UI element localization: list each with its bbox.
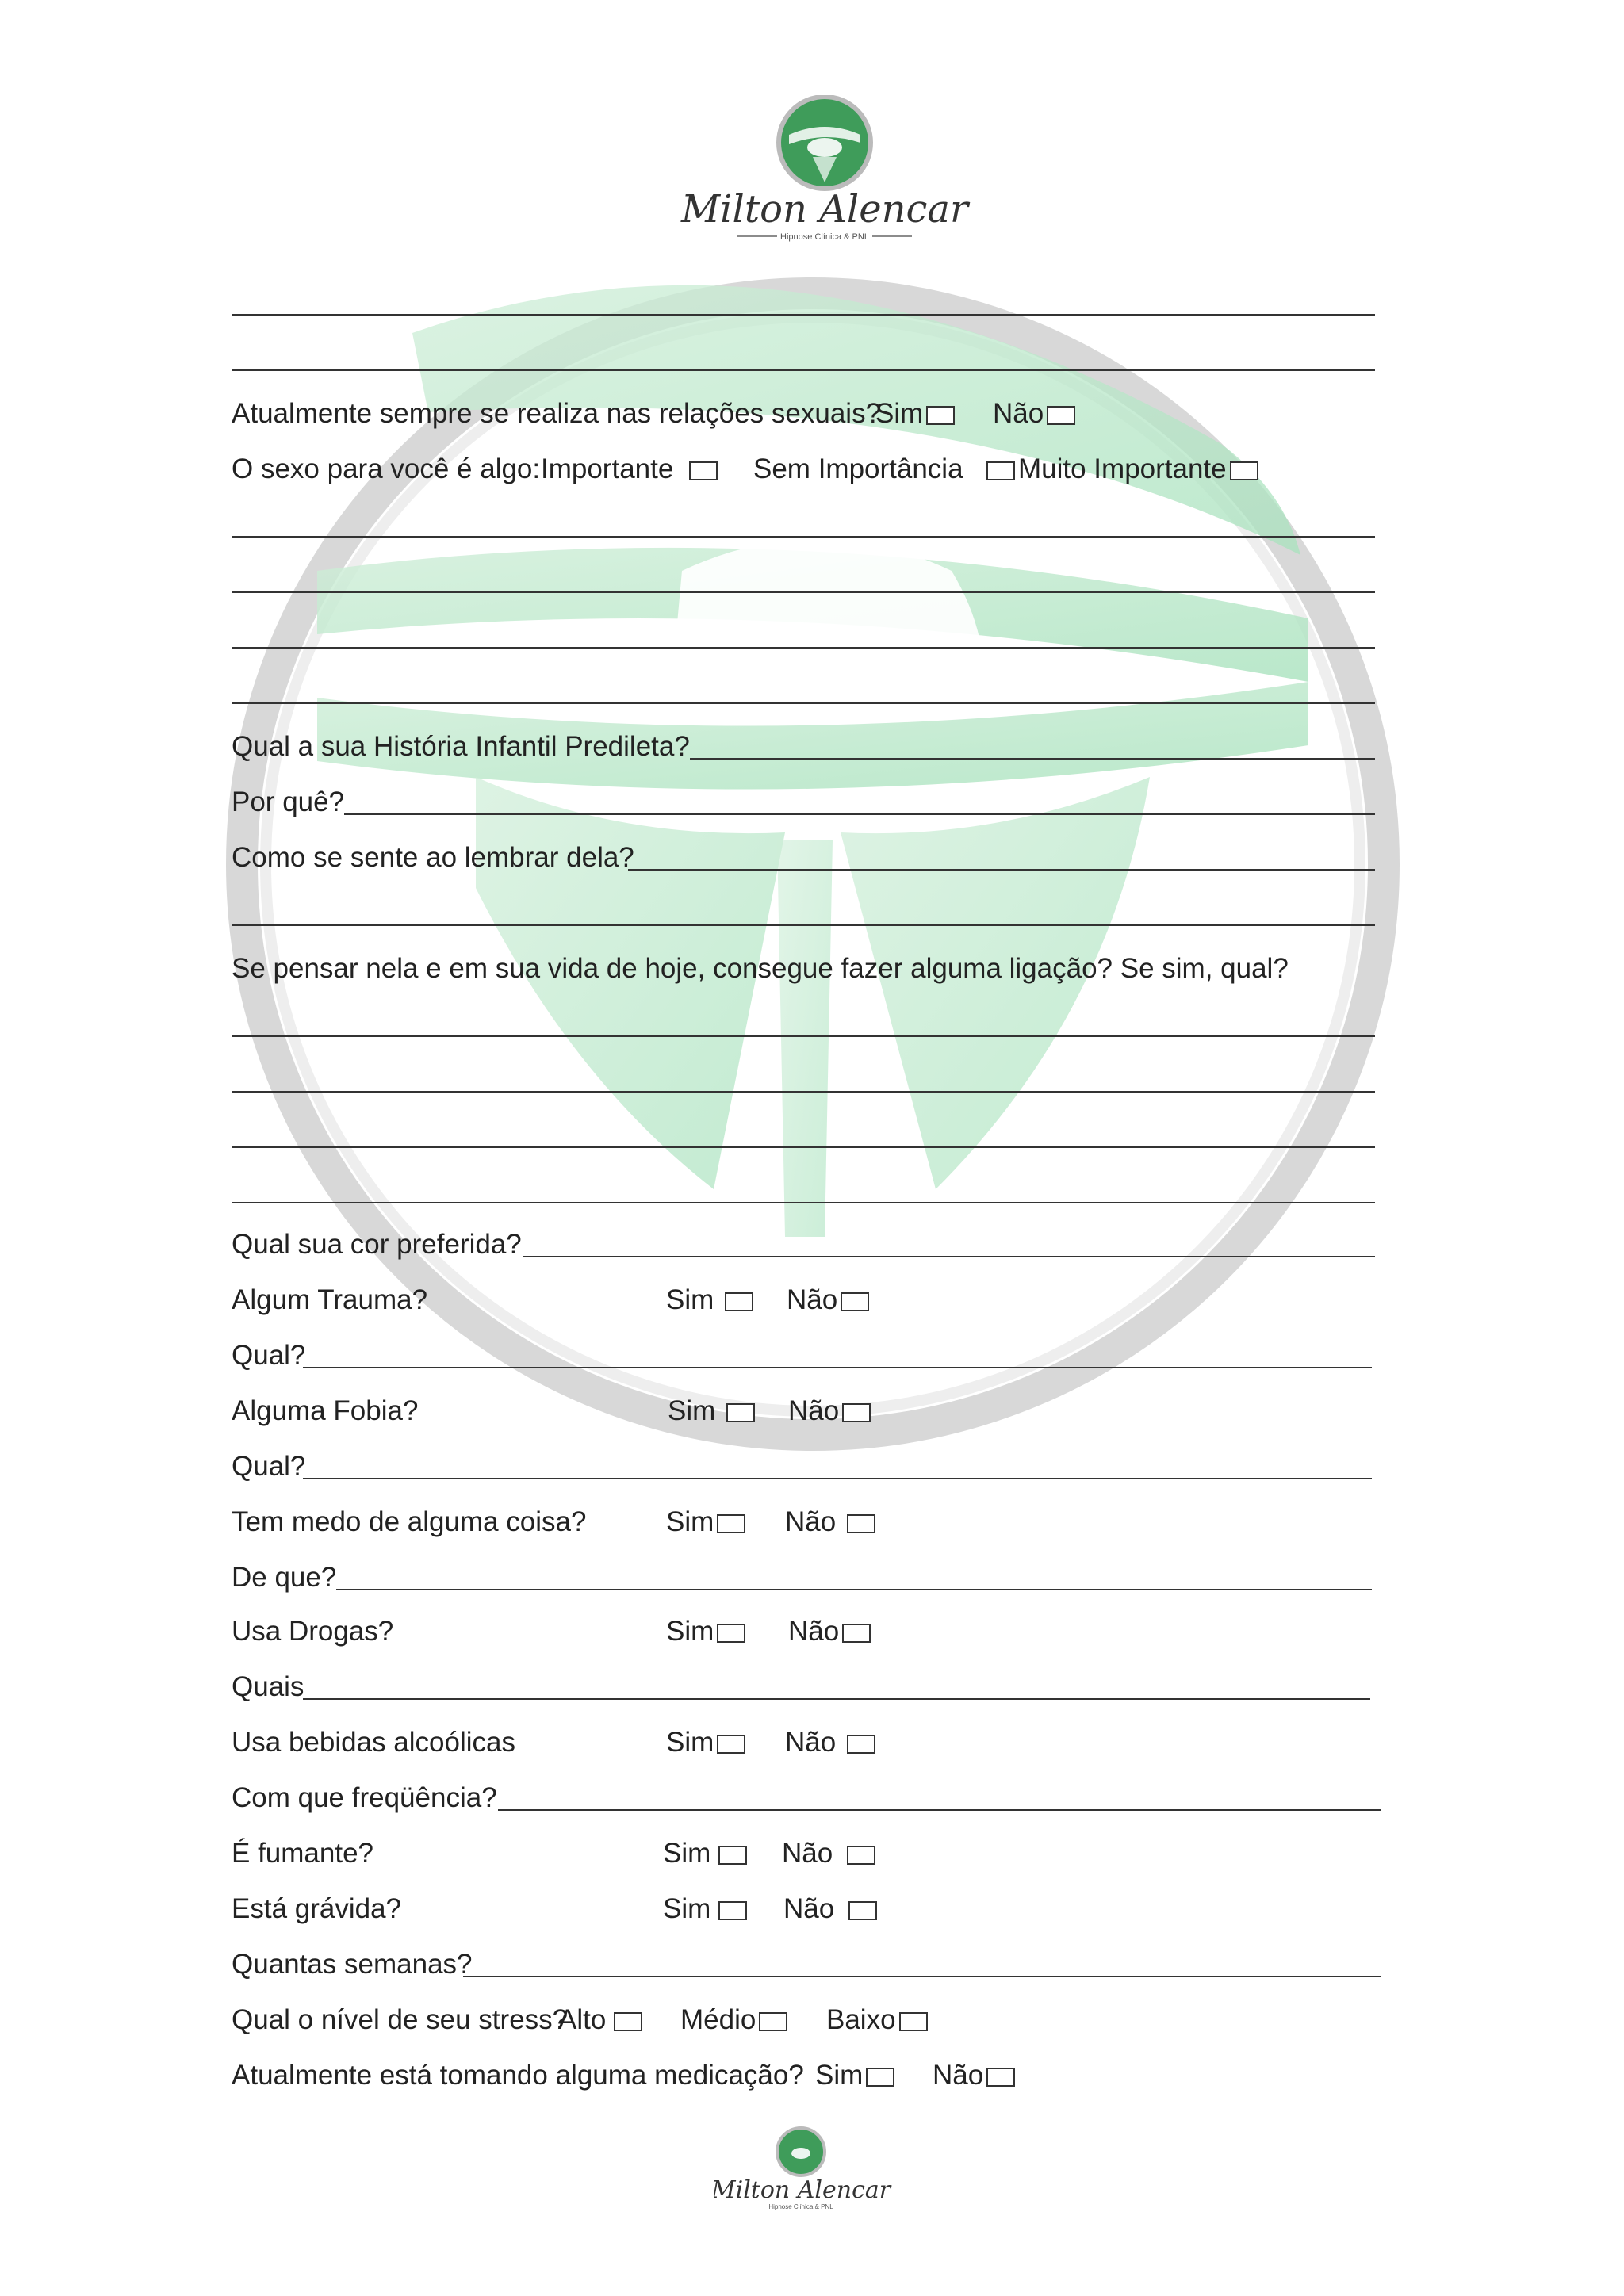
checkbox-yes[interactable]	[718, 1846, 747, 1865]
question-label: Atualmente está tomando alguma medicação?	[232, 2060, 804, 2091]
question-trauma	[232, 1276, 1381, 1321]
checkbox-yes[interactable]	[725, 1292, 753, 1311]
question-sex-importance	[232, 446, 1381, 490]
answer-line[interactable]	[303, 1367, 1372, 1368]
blank-line[interactable]	[232, 501, 1381, 545]
answer-line[interactable]	[628, 869, 1375, 871]
question-drugs	[232, 1608, 1381, 1652]
brand-logo-image-small	[714, 2125, 920, 2220]
question-label: Está grávida?	[232, 1893, 402, 1924]
checkbox-no[interactable]	[842, 1403, 871, 1422]
question-label: Alguma Fobia?	[232, 1395, 419, 1426]
question-label: Qual o nível de seu stress?	[232, 2004, 569, 2035]
answer-line[interactable]	[690, 758, 1375, 760]
checkbox-yes[interactable]	[717, 1624, 745, 1643]
option-no-label: Não	[782, 1838, 833, 1869]
checkbox-no[interactable]	[847, 1846, 875, 1865]
brand-logo-image	[658, 95, 991, 254]
answer-line[interactable]	[344, 813, 1375, 815]
option-yes-label: Sim	[668, 1395, 716, 1426]
option-no-label: Não	[788, 1616, 840, 1647]
question-alcohol-frequency	[232, 1774, 1381, 1819]
checkbox-no[interactable]	[986, 2068, 1015, 2087]
question-label: Se pensar nela e em sua vida de hoje, consegue fazer alguma ligação? Se sim, qual?	[232, 953, 1289, 984]
answer-line[interactable]	[303, 1478, 1372, 1479]
option-no-label: Não	[783, 1893, 835, 1924]
question-drugs-which	[232, 1663, 1381, 1708]
blank-line[interactable]	[232, 279, 1381, 323]
checkbox-low[interactable]	[899, 2012, 928, 2031]
checkbox-yes[interactable]	[926, 406, 955, 425]
checkbox-unimportant[interactable]	[986, 461, 1015, 480]
blank-line[interactable]	[232, 1001, 1381, 1045]
checkbox-no[interactable]	[847, 1514, 875, 1533]
option-yes-label: Sim	[663, 1838, 711, 1869]
checkbox-high[interactable]	[614, 2012, 642, 2031]
question-label: Quantas semanas?	[232, 1949, 473, 1980]
checkbox-yes[interactable]	[717, 1514, 745, 1533]
brand-tagline: Hipnose Clínica & PNL	[780, 232, 869, 242]
checkbox-no[interactable]	[841, 1292, 869, 1311]
question-label: Atualmente sempre se realiza nas relações sexuais?	[232, 398, 882, 429]
blank-line[interactable]	[232, 1112, 1381, 1156]
option-yes-label: Sim	[815, 2060, 864, 2091]
answer-line[interactable]	[336, 1589, 1372, 1590]
question-favorite-story	[232, 723, 1381, 767]
blank-line[interactable]	[232, 557, 1381, 601]
blank-line[interactable]	[232, 612, 1381, 656]
option-yes-label: Sim	[875, 398, 924, 429]
option-yes-label: Sim	[666, 1616, 714, 1647]
option-very-important-label: Muito Importante	[1018, 453, 1227, 484]
answer-line[interactable]	[303, 1698, 1370, 1700]
blank-line[interactable]	[232, 1056, 1381, 1100]
blank-line[interactable]	[232, 335, 1381, 379]
question-label: De que?	[232, 1562, 337, 1593]
option-important-label: Importante	[541, 453, 674, 484]
question-medication	[232, 2052, 1381, 2096]
question-label: Por quê?	[232, 786, 345, 817]
question-label: Usa Drogas?	[232, 1616, 394, 1647]
checkbox-very-important[interactable]	[1230, 461, 1258, 480]
option-no-label: Não	[788, 1395, 840, 1426]
question-favorite-color	[232, 1221, 1381, 1265]
answer-line[interactable]	[523, 1256, 1375, 1257]
question-why	[232, 779, 1381, 823]
question-label: Qual?	[232, 1451, 306, 1482]
checkbox-yes[interactable]	[866, 2068, 894, 2087]
answer-line[interactable]	[463, 1976, 1381, 1977]
question-fear	[232, 1498, 1381, 1543]
question-pregnant-weeks	[232, 1941, 1381, 1985]
option-yes-label: Sim	[666, 1727, 714, 1758]
question-feeling	[232, 834, 1381, 878]
option-yes-label: Sim	[666, 1284, 714, 1315]
question-label: Qual?	[232, 1340, 306, 1371]
checkbox-important[interactable]	[689, 461, 718, 480]
checkbox-yes[interactable]	[718, 1901, 747, 1920]
option-no-label: Não	[993, 398, 1044, 429]
question-label: Como se sente ao lembrar dela?	[232, 842, 634, 873]
question-label: Qual a sua História Infantil Predileta?	[232, 731, 690, 762]
option-medium-label: Médio	[680, 2004, 756, 2035]
checkbox-no[interactable]	[848, 1901, 877, 1920]
question-pregnant	[232, 1885, 1381, 1930]
checkbox-no[interactable]	[847, 1735, 875, 1754]
checkbox-no[interactable]	[1047, 406, 1075, 425]
question-label: Quais	[232, 1671, 304, 1702]
blank-line[interactable]	[232, 1167, 1381, 1211]
option-yes-label: Sim	[663, 1893, 711, 1924]
question-smoker	[232, 1830, 1381, 1874]
question-label: Usa bebidas alcoólicas	[232, 1727, 515, 1758]
logo-header	[658, 95, 991, 254]
blank-line[interactable]	[232, 668, 1381, 712]
question-label: O sexo para você é algo:	[232, 453, 541, 484]
question-fear-what	[232, 1554, 1381, 1598]
option-yes-label: Sim	[666, 1506, 714, 1537]
brand-name: Milton Alencar	[681, 187, 968, 232]
checkbox-yes[interactable]	[717, 1735, 745, 1754]
question-phobia	[232, 1387, 1381, 1432]
blank-line[interactable]	[232, 890, 1381, 934]
question-label: Algum Trauma?	[232, 1284, 428, 1315]
question-label: Qual sua cor preferida?	[232, 1229, 522, 1260]
question-label: É fumante?	[232, 1838, 373, 1869]
question-alcohol	[232, 1719, 1381, 1763]
brand-name-small: Milton Alencar	[714, 2176, 891, 2204]
option-no-label: Não	[785, 1506, 837, 1537]
checkbox-medium[interactable]	[759, 2012, 787, 2031]
option-high-label: Alto	[558, 2004, 607, 2035]
logo-footer	[714, 2125, 920, 2220]
option-unimportant-label: Sem Importância	[753, 453, 963, 484]
option-low-label: Baixo	[826, 2004, 896, 2035]
option-no-label: Não	[933, 2060, 984, 2091]
question-trauma-which	[232, 1332, 1381, 1376]
question-label: Com que freqüência?	[232, 1782, 497, 1813]
option-no-label: Não	[785, 1727, 837, 1758]
question-phobia-which	[232, 1443, 1381, 1487]
checkbox-yes[interactable]	[726, 1403, 755, 1422]
question-stress	[232, 1996, 1381, 2041]
answer-line[interactable]	[498, 1809, 1381, 1811]
question-connection	[232, 945, 1381, 989]
question-label: Tem medo de alguma coisa?	[232, 1506, 587, 1537]
question-sexual-fulfillment	[232, 390, 1381, 434]
checkbox-no[interactable]	[842, 1624, 871, 1643]
brand-tagline-small: Hipnose Clínica & PNL	[768, 2203, 833, 2210]
option-no-label: Não	[787, 1284, 838, 1315]
